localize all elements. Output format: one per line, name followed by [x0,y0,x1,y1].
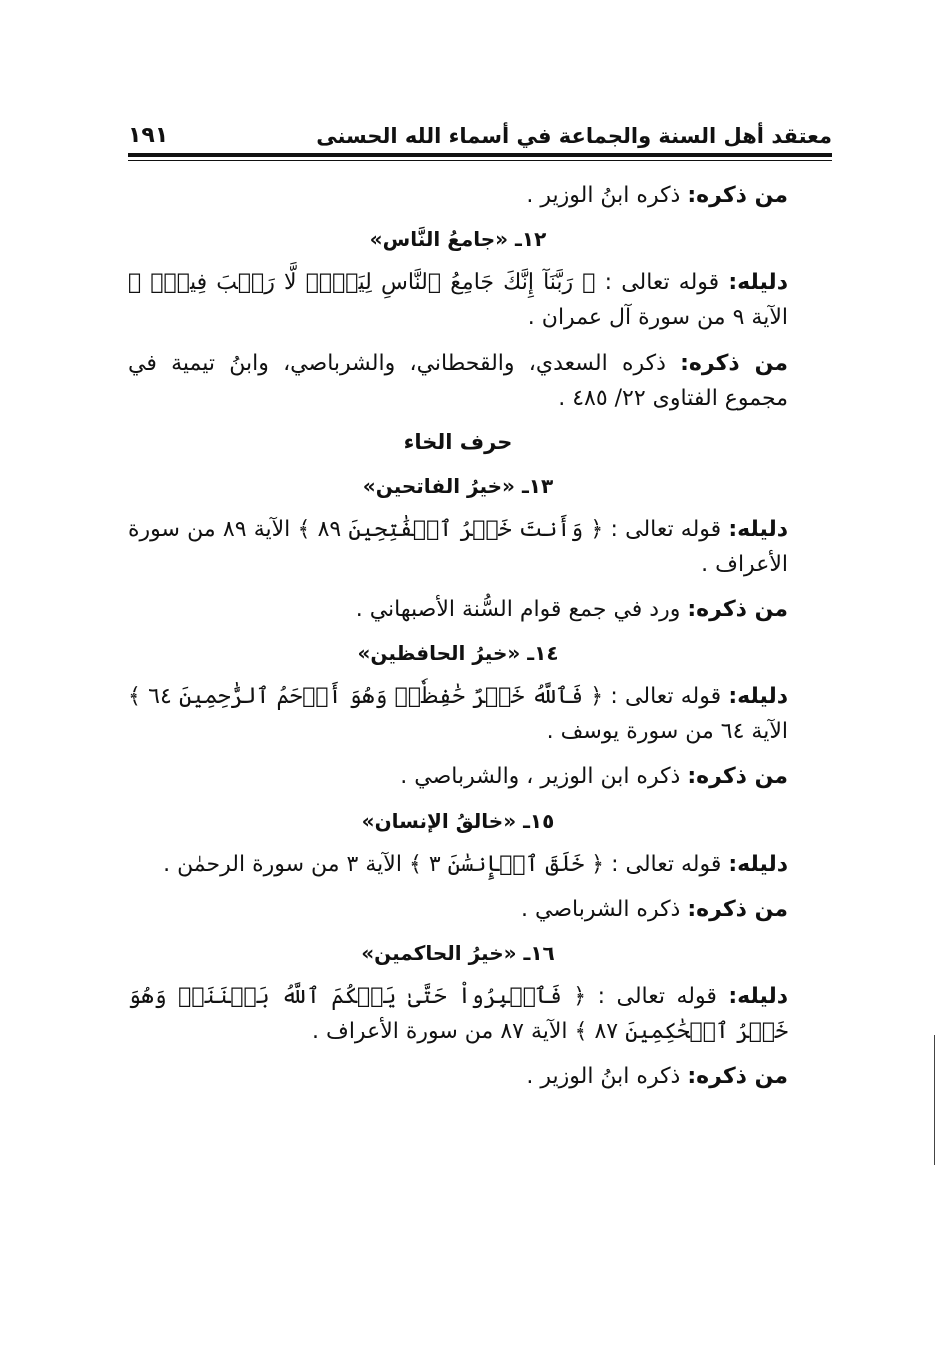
evidence-reference: الآية ٨٩ من سورة الأعراف . [128,516,788,577]
mentioned-by-text: ذكره ابنُ الوزير . [526,183,681,208]
mentioned-by-label: من ذكره: [687,764,788,790]
evidence-label: دليله: [728,684,789,710]
header-rule-thick [128,153,832,157]
mentioned-by-text: ورد في جمع قوام السُّنة الأصبهاني . [355,596,681,622]
evidence-intro: قوله تعالى : [610,684,722,710]
page-number: ١٩١ [128,123,169,148]
mentioned-by-text: ذكره الشرباصي . [521,896,681,922]
scan-margin-line [934,1035,935,1165]
mentioned-by-line [128,892,788,927]
mentioned-by-line [128,178,788,213]
evidence-reference: الآية ٨٧ من سورة الأعراف . [312,1019,568,1045]
mentioned-by-label: من ذكره: [687,596,788,622]
evidence-label: دليله: [728,516,789,542]
header-rule-thin [128,160,832,161]
mentioned-by-line [128,1059,788,1094]
mentioned-by-label: من ذكره: [687,1064,788,1090]
name-heading: ١٥ـ «خالقُ الإنسان» [361,808,555,833]
mentioned-by-label: من ذكره: [680,350,788,376]
evidence-reference: الآية ٣ من سورة الرحمٰن . [163,851,402,877]
quran-verse: ﴿ خَلَقَ ٱلۡإِنسَٰنَ ٣ ﴾ [408,851,605,877]
mentioned-by-line [128,346,788,416]
evidence-line [128,847,788,882]
quran-verse: ﴿ فَٱصۡبِرُواْ حَتَّىٰ يَحۡكُمَ ٱللَّهُ بَيۡنَنَاۚ وَهُوَ خَيۡرُ ٱلۡحَٰكِمِينَ ٨٧ ﴾ [128,984,788,1045]
name-heading: ١٢ـ «جامعُ النَّاس» [369,227,547,252]
mentioned-by-line [128,759,788,794]
name-heading: ١٦ـ «خيرُ الحاكمين» [361,941,555,966]
quran-verse: ﴿ فَٱللَّهُ خَيۡرٌ حَٰفِظٗاۖ وَهُوَ أَرۡحَمُ ٱلرَّٰحِمِينَ ٦٤ ﴾ [128,684,604,710]
quran-verse: ﴿ رَبَّنَآ إِنَّكَ جَامِعُ ٱلنَّاسِ لِيَوۡمٖ لَّا رَيۡبَ فِيهِۚ ﴾ [128,270,596,296]
evidence-line [128,979,788,1049]
evidence-line [128,265,788,335]
evidence-reference: الآية ٦٤ من سورة يوسف . [546,719,788,745]
mentioned-by-text: ذكره ابنُ الوزير . [526,1064,681,1090]
evidence-label: دليله: [728,984,788,1010]
evidence-line [128,679,788,749]
name-heading: ١٤ـ «خيرُ الحافظين» [357,641,559,666]
section-heading: حرف الخاء [403,429,513,454]
evidence-intro: قوله تعالى : [604,270,720,296]
mentioned-by-label: من ذكره: [687,183,788,208]
evidence-intro: قوله تعالى : [597,984,717,1010]
mentioned-by-line [128,592,788,627]
evidence-intro: قوله تعالى : [611,851,722,877]
evidence-reference: الآية ٩ من سورة آل عمران . [527,305,788,331]
evidence-label: دليله: [728,851,788,877]
evidence-line [128,512,788,582]
name-heading: ١٣ـ «خيرُ الفاتحين» [362,473,554,498]
running-title: معتقد أهل السنة والجماعة في أسماء الله الحسنى [316,124,832,148]
page-header [128,118,832,148]
mentioned-by-text: ذكره ابن الوزير ، والشرباصي . [400,764,681,790]
mentioned-by-label: من ذكره: [687,896,788,922]
quran-verse: ﴿ وَأَنتَ خَيۡرُ ٱلۡفَٰتِحِينَ ٨٩ ﴾ [297,516,604,542]
evidence-intro: قوله تعالى : [610,516,722,542]
evidence-label: دليله: [728,270,788,296]
mentioned-by-text: ذكره السعدي، والقحطاني، والشرباصي، وابنُ تيمية في مجموع الفتاوى ٢٢/ ٤٨٥ . [128,350,788,411]
page-body [128,178,788,1105]
